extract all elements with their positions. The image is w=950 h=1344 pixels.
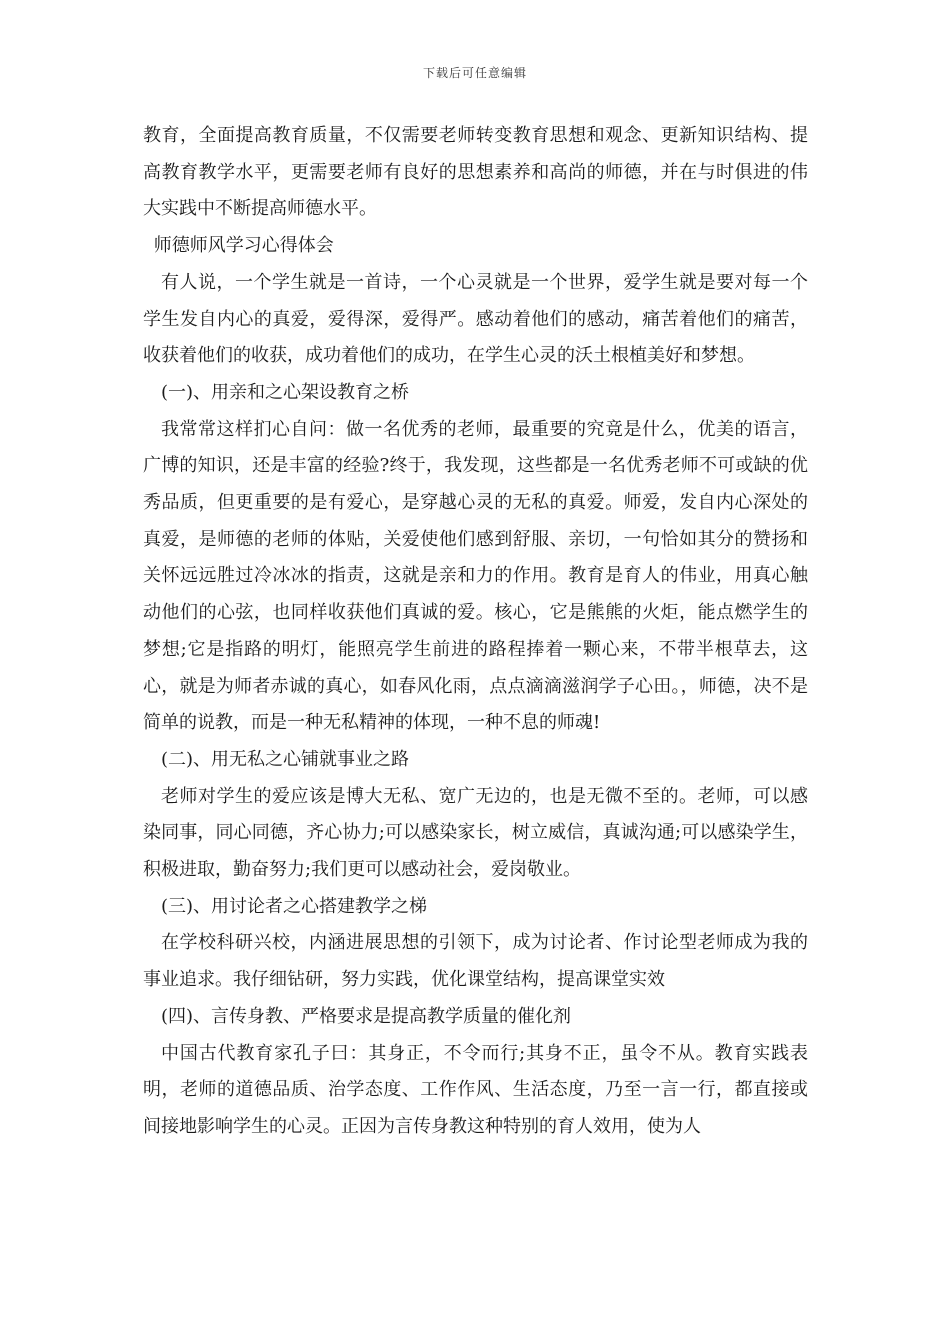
paragraph-section-4: 中国古代教育家孔子曰：其身正，不令而行;其身不正，虽令不从。教育实践表明，老师的道德品质、治学态度、工作作风、生活态度，乃至一言一行，都直接或间接地影响学生的心灵。正因为言传身教这种特别的育人效用，使为人 [143, 1042, 808, 1137]
section-heading-4: (四)、言传身教、严格要求是提高教学质量的催化剂 [161, 1005, 572, 1027]
paragraph-section-3: 在学校科研兴校，内涵进展思想的引领下，成为讨论者、作讨论型老师成为我的事业追求。我仔细钻研，努力实践，优化课堂结构，提高课堂实效 [143, 932, 808, 991]
page-header: 下载后可任意编辑 [422, 66, 527, 80]
paragraph-intro: 教育，全面提高教育质量，不仅需要老师转变教育思想和观念、更新知识结构、提高教育教学水平，更需要老师有良好的思想素养和高尚的师德，并在与时俱进的伟大实践中不断提高师德水平。 [143, 125, 808, 220]
article-title: 师德师风学习心得体会 [153, 235, 334, 257]
section-heading-1: (一)、用亲和之心架设教育之桥 [161, 381, 410, 403]
section-heading-2: (二)、用无私之心铺就事业之路 [161, 748, 410, 770]
paragraph-section-1: 我常常这样扪心自问：做一名优秀的老师，最重要的究竟是什么，优美的语言，广博的知识，还是丰富的经验?终于，我发现，这些都是一名优秀老师不可或缺的优秀品质，但更重要的是有爱心，是穿越心灵的无私的真爱。师爱，发自内心深处的真爱，是师德的老师的体贴，关爱使他们感到舒服、亲切，一句恰如其分的赞扬和关怀远远胜过冷冰冰的指责，这就是亲和力的作用。教育是育人的伟业，用真心触动他们的心弦，也同样收获他们真诚的爱。核心，它是熊熊的火炬，能点燃学生的梦想;它是指路的明灯，能照亮学生前进的路程捧着一颗心来，不带半根草去，这心，就是为师者赤诚的真心，如春风化雨，点点滴滴滋润学子心田。，师德，决不是简单的说教，而是一种无私精神的体现，一种不息的师魂! [143, 418, 808, 734]
paragraph-opening: 有人说，一个学生就是一首诗，一个心灵就是一个世界，爱学生就是要对每一个学生发自内心的真爱，爱得深，爱得严。感动着他们的感动，痛苦着他们的痛苦，收获着他们的收获，成功着他们的成功，在学生心灵的沃土根植美好和梦想。 [143, 271, 808, 367]
document-body [143, 118, 808, 1146]
section-heading-3: (三)、用讨论者之心搭建教学之梯 [161, 895, 428, 917]
paragraph-section-2: 老师对学生的爱应该是博大无私、宽广无边的，也是无微不至的。老师，可以感染同事，同心同德，齐心协力;可以感染家长，树立威信，真诚沟通;可以感染学生，积极进取，勤奋努力;我们更可以感动社会，爱岗敬业。 [143, 785, 808, 881]
